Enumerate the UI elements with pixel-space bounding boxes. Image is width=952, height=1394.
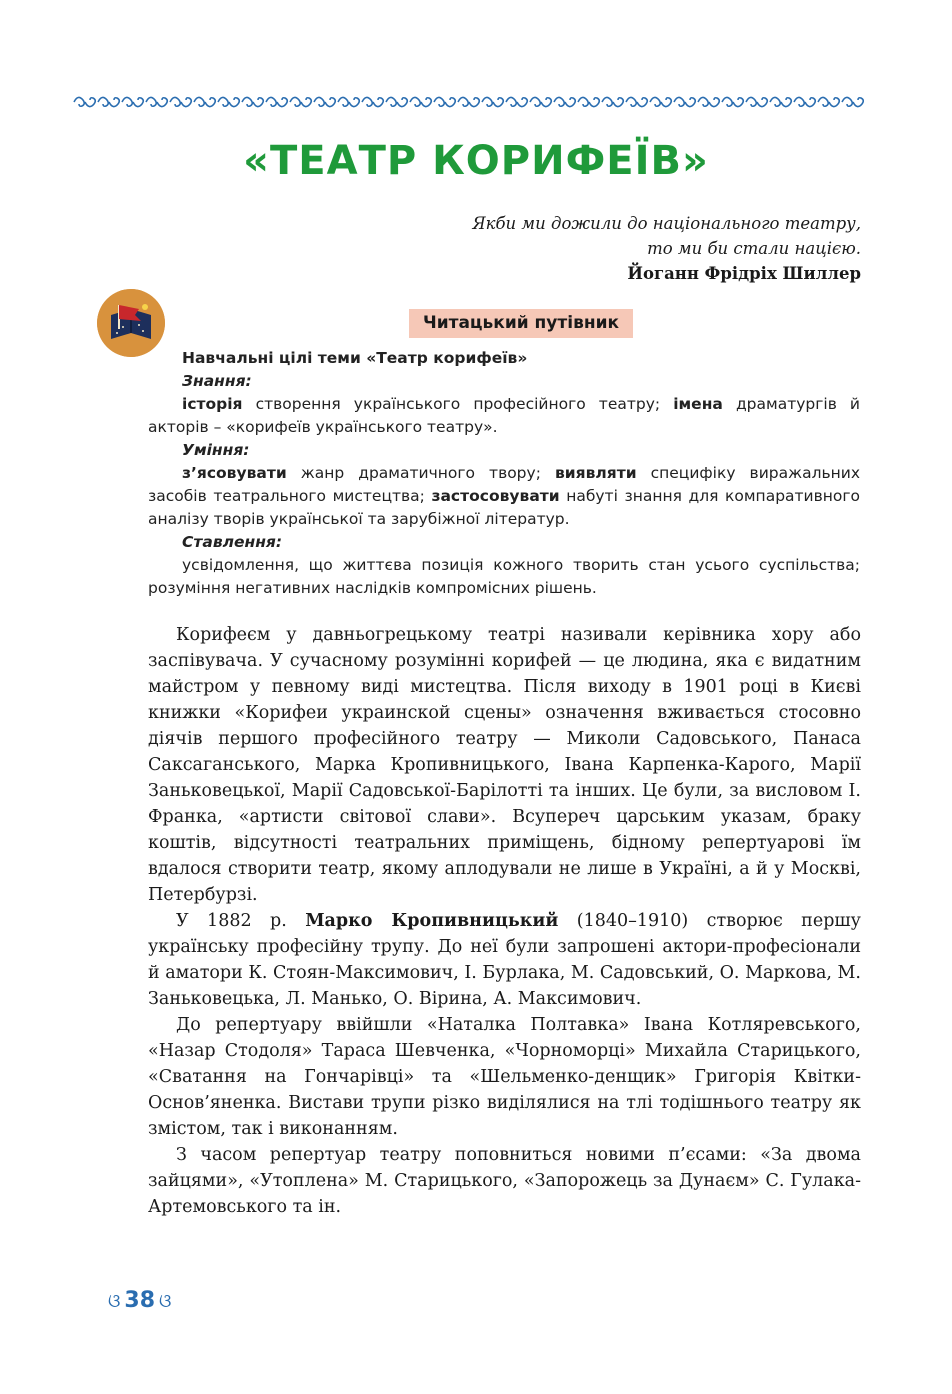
ornament-motif-icon <box>458 97 479 106</box>
ornament-motif-icon <box>362 97 383 106</box>
ornament-motif-icon <box>554 97 575 106</box>
ornament-motif-icon <box>818 97 839 106</box>
ornament-motif-icon <box>650 97 671 106</box>
ornament-motif-icon <box>602 97 623 106</box>
ornament-motif-icon <box>506 97 527 106</box>
ornament-motif-icon <box>530 97 551 106</box>
epigraph-line-1: Якби ми дожили до національного театру, <box>472 214 861 233</box>
goals-title: Навчальні цілі теми «Театр корифеїв» <box>182 349 528 367</box>
skills-heading: Уміння: <box>182 441 250 459</box>
ornament-left-icon: ଓ <box>108 1291 121 1312</box>
ornament-motif-icon <box>122 97 143 106</box>
learning-goals-box <box>148 347 860 600</box>
ornament-motif-icon <box>770 97 791 106</box>
ornament-motif-icon <box>266 97 287 106</box>
ornament-motif-icon <box>674 97 695 106</box>
page-number-value: 38 <box>124 1288 156 1313</box>
ornament-motif-icon <box>626 97 647 106</box>
ornament-motif-icon <box>74 97 95 106</box>
ornament-motif-icon <box>410 97 431 106</box>
ornament-motif-icon <box>578 97 599 106</box>
readers-guide-label: Читацький путівник <box>409 309 633 338</box>
attitude-heading: Ставлення: <box>182 533 283 551</box>
ornament-motif-icon <box>290 97 311 106</box>
ornament-motif-icon <box>98 97 119 106</box>
chapter-title: «ТЕАТР КОРИФЕЇВ» <box>243 138 709 184</box>
attitude-text: усвідомлення, що життєва позиція кожного творить стан усього суспільства; розуміння негативних наслідків компромісних рішень. <box>148 556 860 597</box>
paragraph-3: До репертуару ввійшли «Наталка Полтавка» Івана Котляревського, «Назар Стодоля» Тараса Шевченка, «Чорноморці» Михайла Старицького, «Сватання на Гончарівці» та «Шельменко-денщик» Григорія Квітки-Основ’яненка. Вистави трупи різко виділялися на тлі тодішнього театру як змістом, так і виконанням. <box>148 1015 861 1139</box>
paragraph-2: У 1882 р. Марко Кропивницький (1840–1910) створює першу українську професійну трупу. До неї були запрошені актори-професіонали й аматори К. Стоян-Максимович, І. Бурлака, М. Садовський, О. Маркова, М. Заньковецька, Л. Манько, О. Вірина, А. Максимович. <box>148 911 861 1009</box>
ornament-motif-icon <box>842 97 863 106</box>
ornament-motif-icon <box>722 97 743 106</box>
ornament-border <box>72 92 864 112</box>
knowledge-text: історія створення українського професійного театру; імена драматургів й акторів – «корифеїв українського театру». <box>148 395 860 436</box>
ornament-motif-icon <box>170 97 191 106</box>
ornament-motif-icon <box>338 97 359 106</box>
skills-text: з’ясовувати жанр драматичного твору; виявляти специфіку виражальних засобів театрального мистецтва; застосовувати набуті знання для компаративного аналізу творів української та зарубіжної літератур. <box>148 464 861 528</box>
ornament-pattern-icon <box>72 92 864 112</box>
paragraph-1: Корифеєм у давньогрецькому театрі називали керівника хору або заспівувача. У сучасному розумінні корифей — це людина, яка є видатним майстром у певному виді мистецтва. Після виходу в 1901 році в Києві книжки «Корифеи украинской сцены» означення вживається стосовно діячів першого професійного театру — Миколи Садовського, Панаса Саксаганського, Марка Кропивницького, Івана Карпенка-Карого, Марії Заньковецької, Марії Садовської-Барілотті та інших. Це були, за висловом І. Франка, «артисти світової слави». Всупереч царським указам, браку коштів, відсутності театральних приміщень, бідному репертуарові їм вдалося створити театр, якому аплодували не лише в Україні, а й у Москві, Петербурзі. <box>148 625 861 905</box>
ornament-motif-icon <box>194 97 215 106</box>
knowledge-heading: Знання: <box>182 372 252 390</box>
ornament-motif-icon <box>218 97 239 106</box>
ornament-motif-icon <box>314 97 335 106</box>
ornament-motif-icon <box>146 97 167 106</box>
ornament-motif-icon <box>794 97 815 106</box>
ornament-motif-icon <box>386 97 407 106</box>
ornament-motif-icon <box>434 97 455 106</box>
page-number <box>108 1288 171 1313</box>
ornament-motif-icon <box>698 97 719 106</box>
ornament-motif-icon <box>482 97 503 106</box>
ornament-motif-icon <box>746 97 767 106</box>
ornament-right-icon: ଓ <box>159 1291 172 1312</box>
epigraph <box>472 211 861 286</box>
epigraph-author: Йоганн Фрідріх Шиллер <box>627 264 861 283</box>
epigraph-line-2: то ми би стали нацією. <box>647 239 861 258</box>
paragraph-4: З часом репертуар театру поповниться новими п’єсами: «За двома зайцями», «Утоплена» М. Старицького, «Запорожець за Дунаєм» С. Гулака-Артемовського та ін. <box>148 1145 861 1217</box>
main-text <box>148 622 861 1220</box>
ornament-motif-icon <box>242 97 263 106</box>
